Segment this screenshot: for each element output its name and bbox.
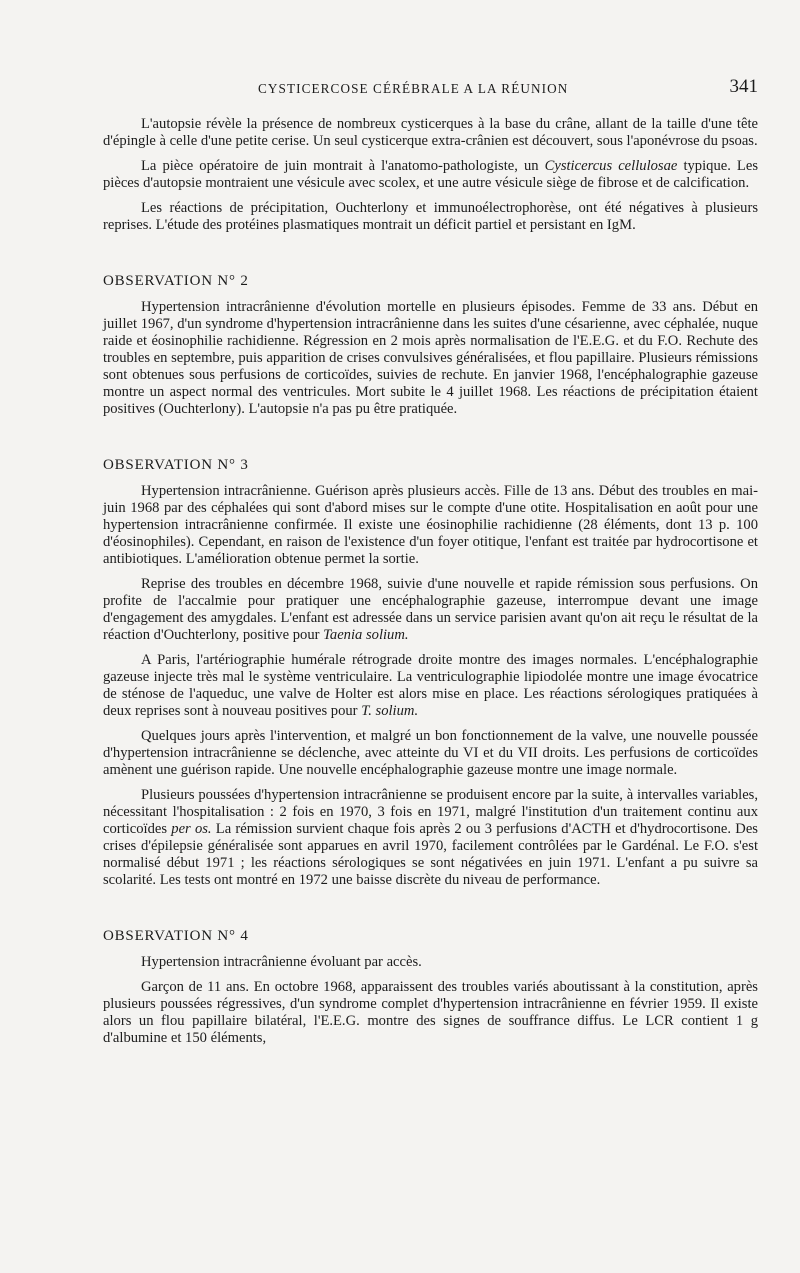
observation-2-heading: OBSERVATION N° 2 xyxy=(103,273,249,289)
observation-4-paragraph-2: Garçon de 11 ans. En octobre 1968, apparaissent des troubles variés aboutissant à la constitution, après plusieurs poussées régressives, d'un syndrome complet d'hypertension intracrânienne en février 1959. Il existe alors un flou papillaire bilatéral, l'E.E.G. montre des signes de souffrance diffus. Le LCR contient 1 g d'albumine et 150 éléments, xyxy=(103,979,758,1046)
observation-3-paragraph-1: Hypertension intracrânienne. Guérison après plusieurs accès. Fille de 13 ans. Début des troubles en mai-juin 1968 par des céphalées qui sont d'abord mises sur le compte d'une otite. Hospitalisation en août pour une hypertension intracrânienne confirmée. Il existe une éosinophilie rachidienne (28 éléments, dont 13 p. 100 d'éosinophiles). Cependant, en raison de l'existence d'un foyer otitique, l'enfant est traitée par hydrocortisone et antibiotiques. L'amélioration obtenue permet la sortie. xyxy=(103,483,758,567)
observation-4-paragraph-1: Hypertension intracrânienne évoluant par accès. xyxy=(141,954,422,970)
observation-4-heading: OBSERVATION N° 4 xyxy=(103,928,249,944)
text-run: Plusieurs poussées d'hypertension intracrânienne se produisent encore par la suite, à intervalles variables, nécessitant l'hospitalisation : 2 fois en 1970, 3 fois en 1971, malgré l'institution d'un traitement continu aux corticoïdes xyxy=(103,787,758,837)
text-run: La pièce opératoire de juin montrait à l'anatomo-pathologiste, un xyxy=(141,158,545,174)
intro-paragraph-2 xyxy=(103,158,758,192)
species-name: T. solium. xyxy=(361,703,419,719)
intro-paragraph-3: Les réactions de précipitation, Ouchterlony et immunoélectrophorèse, ont été négatives à plusieurs reprises. L'étude des protéines plasmatiques montrait un déficit partiel et persistant en IgM. xyxy=(103,200,758,233)
page-number: 341 xyxy=(729,76,758,97)
observation-3-paragraph-2 xyxy=(103,576,758,644)
text-run: Reprise des troubles en décembre 1968, suivie d'une nouvelle et rapide rémission sous perfusions. On profite de l'accalmie pour pratiquer une encéphalographie gazeuse, interrompue devant une image d'engagement des amygdales. L'enfant est adressée dans un service parisien avant qu'on ait reçu le résultat de la réaction d'Ouchterlony, positive pour xyxy=(103,576,758,643)
text-run: La rémission survient chaque fois après 2 ou 3 perfusions d'ACTH et d'hydrocortisone. Des crises d'épilepsie généralisée sont apparues en avril 1970, facilement contrôlées par le Gardénal. Le F.O. s'est normalisé début 1971 ; les réactions sérologiques se sont négativées en juin 1971. L'enfant a pu suivre sa scolarité. Les tests ont montré en 1972 une baisse discrète du niveau de performance. xyxy=(103,821,758,888)
observation-3-paragraph-4: Quelques jours après l'intervention, et malgré un bon fonctionnement de la valve, une nouvelle poussée d'hypertension intracrânienne se déclenche, avec atteinte du VI et du VII droits. Les perfusions de corticoïdes amènent une guérison rapide. Une nouvelle encéphalographie gazeuse montre une image normale. xyxy=(103,728,758,778)
observation-3-paragraph-3 xyxy=(103,652,758,720)
article-body xyxy=(103,116,758,1047)
text-run: A Paris, l'artériographie humérale rétrograde droite montre des images normales. L'encéphalographie gazeuse injecte très mal le système ventriculaire. La ventriculographie lipiodolée montre une image évocatrice de sténose de l'aqueduc, une valve de Holter est alors mise en place. Les réactions sérologiques pratiquées à deux reprises sont à nouveau positives pour xyxy=(103,652,758,719)
latin-phrase: per os. xyxy=(171,821,212,837)
intro-paragraph-1: L'autopsie révèle la présence de nombreux cysticerques à la base du crâne, allant de la taille d'une tête d'épingle à celle d'une petite cerise. Un seul cysticerque extra-crânien est découvert, sous l'aponévrose du psoas. xyxy=(103,116,758,149)
species-name: Cysticercus cellulosae xyxy=(544,158,678,174)
observation-3-paragraph-5 xyxy=(103,787,758,889)
running-head: CYSTICERCOSE CÉRÉBRALE A LA RÉUNION xyxy=(258,81,569,96)
text-run: typique. Les pièces d'autopsie montraient une vésicule avec scolex, et une autre vésicule siège de fibrose et de calcification. xyxy=(103,158,758,191)
observation-3-heading: OBSERVATION N° 3 xyxy=(103,457,249,473)
page-header xyxy=(103,76,758,102)
observation-2-paragraph-1: Hypertension intracrânienne d'évolution mortelle en plusieurs épisodes. Femme de 33 ans. Début en juillet 1967, d'un syndrome d'hypertension intracrânienne dans les suites d'une césarienne, avec céphalée, nuque raide et éosinophilie rachidienne. Régression en 2 mois après normalisation de l'E.E.G. et du F.O. Rechute des troubles en septembre, puis apparition de crises convulsives généralisées, et flou papillaire. Plusieurs rémissions sont obtenues sous perfusions de corticoïdes, suivies de rechute. En janvier 1968, l'encéphalographie gazeuse montre un aspect normal des ventricules. Mort subite le 4 juillet 1968. Les réactions de précipitation étaient positives (Ouchterlony). L'autopsie n'a pas pu être pratiquée. xyxy=(103,299,758,417)
species-name: Taenia solium. xyxy=(323,627,409,643)
